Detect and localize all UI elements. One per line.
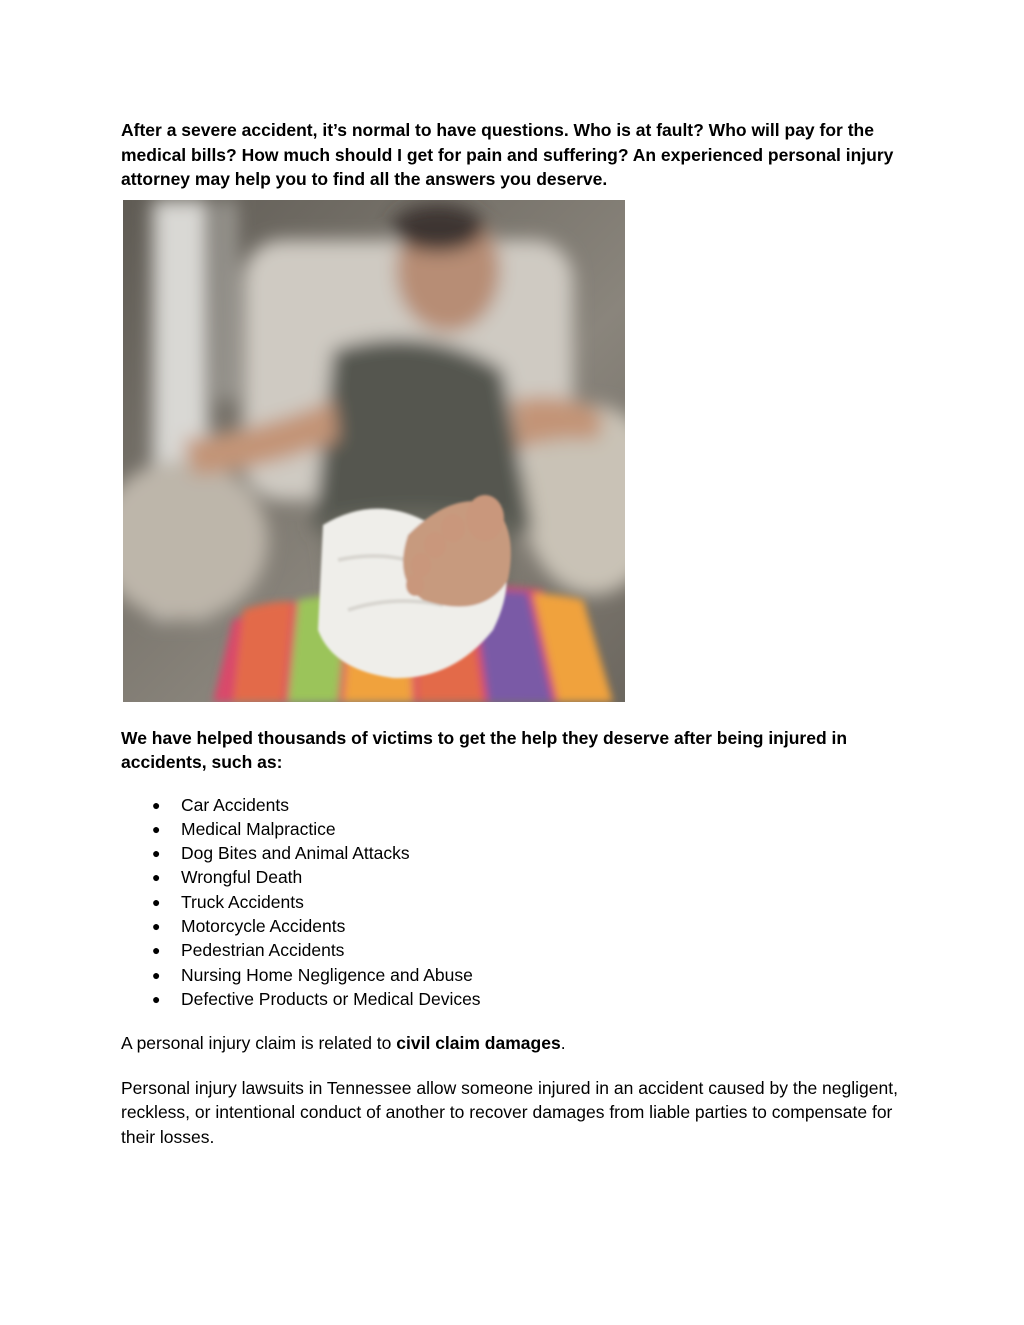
intro-paragraph: After a severe accident, it’s normal to have questions. Who is at fault? Who will pay for the medical bills? How much should I get for pain and suffering? An experienced personal injury attorney may help you to find all the answers you deserve. — [121, 120, 894, 189]
list-item-label: Nursing Home Negligence and Abuse — [181, 964, 473, 985]
list-item — [121, 865, 901, 889]
list-item-label: Truck Accidents — [181, 891, 304, 912]
accident-types-list — [121, 793, 901, 1012]
bullet-icon: ● — [152, 820, 161, 837]
list-item-label: Wrongful Death — [181, 867, 303, 888]
bullet-icon: ● — [152, 796, 161, 813]
bullet-icon: ● — [152, 966, 161, 983]
list-item — [121, 938, 901, 962]
lawsuits-paragraph: Personal injury lawsuits in Tennessee allow someone injured in an accident caused by the negligent, reckless, or intentional conduct of another to recover damages from liable parties to compensate for their losses. — [121, 1077, 898, 1147]
list-item — [121, 987, 901, 1011]
man-with-leg-cast-icon — [123, 200, 625, 702]
claim-prefix: A personal injury claim is related to — [121, 1033, 397, 1054]
list-item — [121, 963, 901, 987]
injured-man-photo — [123, 200, 625, 702]
bullet-icon: ● — [152, 845, 161, 862]
list-item — [121, 817, 901, 841]
bullet-icon: ● — [152, 942, 161, 959]
claim-paragraph — [121, 1031, 901, 1056]
list-item-label: Medical Malpractice — [181, 818, 336, 839]
bullet-icon: ● — [152, 893, 161, 910]
bullet-icon: ● — [152, 869, 161, 886]
list-item — [121, 793, 901, 817]
bullet-icon: ● — [152, 990, 161, 1007]
accidents-intro-paragraph: We have helped thousands of victims to get the help they deserve after being injured in accidents, such as: — [121, 727, 848, 772]
list-item — [121, 890, 901, 914]
list-item-label: Dog Bites and Animal Attacks — [181, 843, 410, 864]
list-item-label: Motorcycle Accidents — [181, 915, 346, 936]
document-page — [121, 118, 901, 1149]
list-item — [121, 841, 901, 865]
claim-suffix: . — [560, 1033, 566, 1054]
list-item — [121, 914, 901, 938]
claim-bold-term: civil claim damages — [396, 1033, 561, 1054]
bullet-icon: ● — [152, 917, 161, 934]
list-item-label: Pedestrian Accidents — [181, 940, 345, 961]
list-item-label: Car Accidents — [181, 794, 289, 815]
list-item-label: Defective Products or Medical Devices — [181, 988, 481, 1009]
